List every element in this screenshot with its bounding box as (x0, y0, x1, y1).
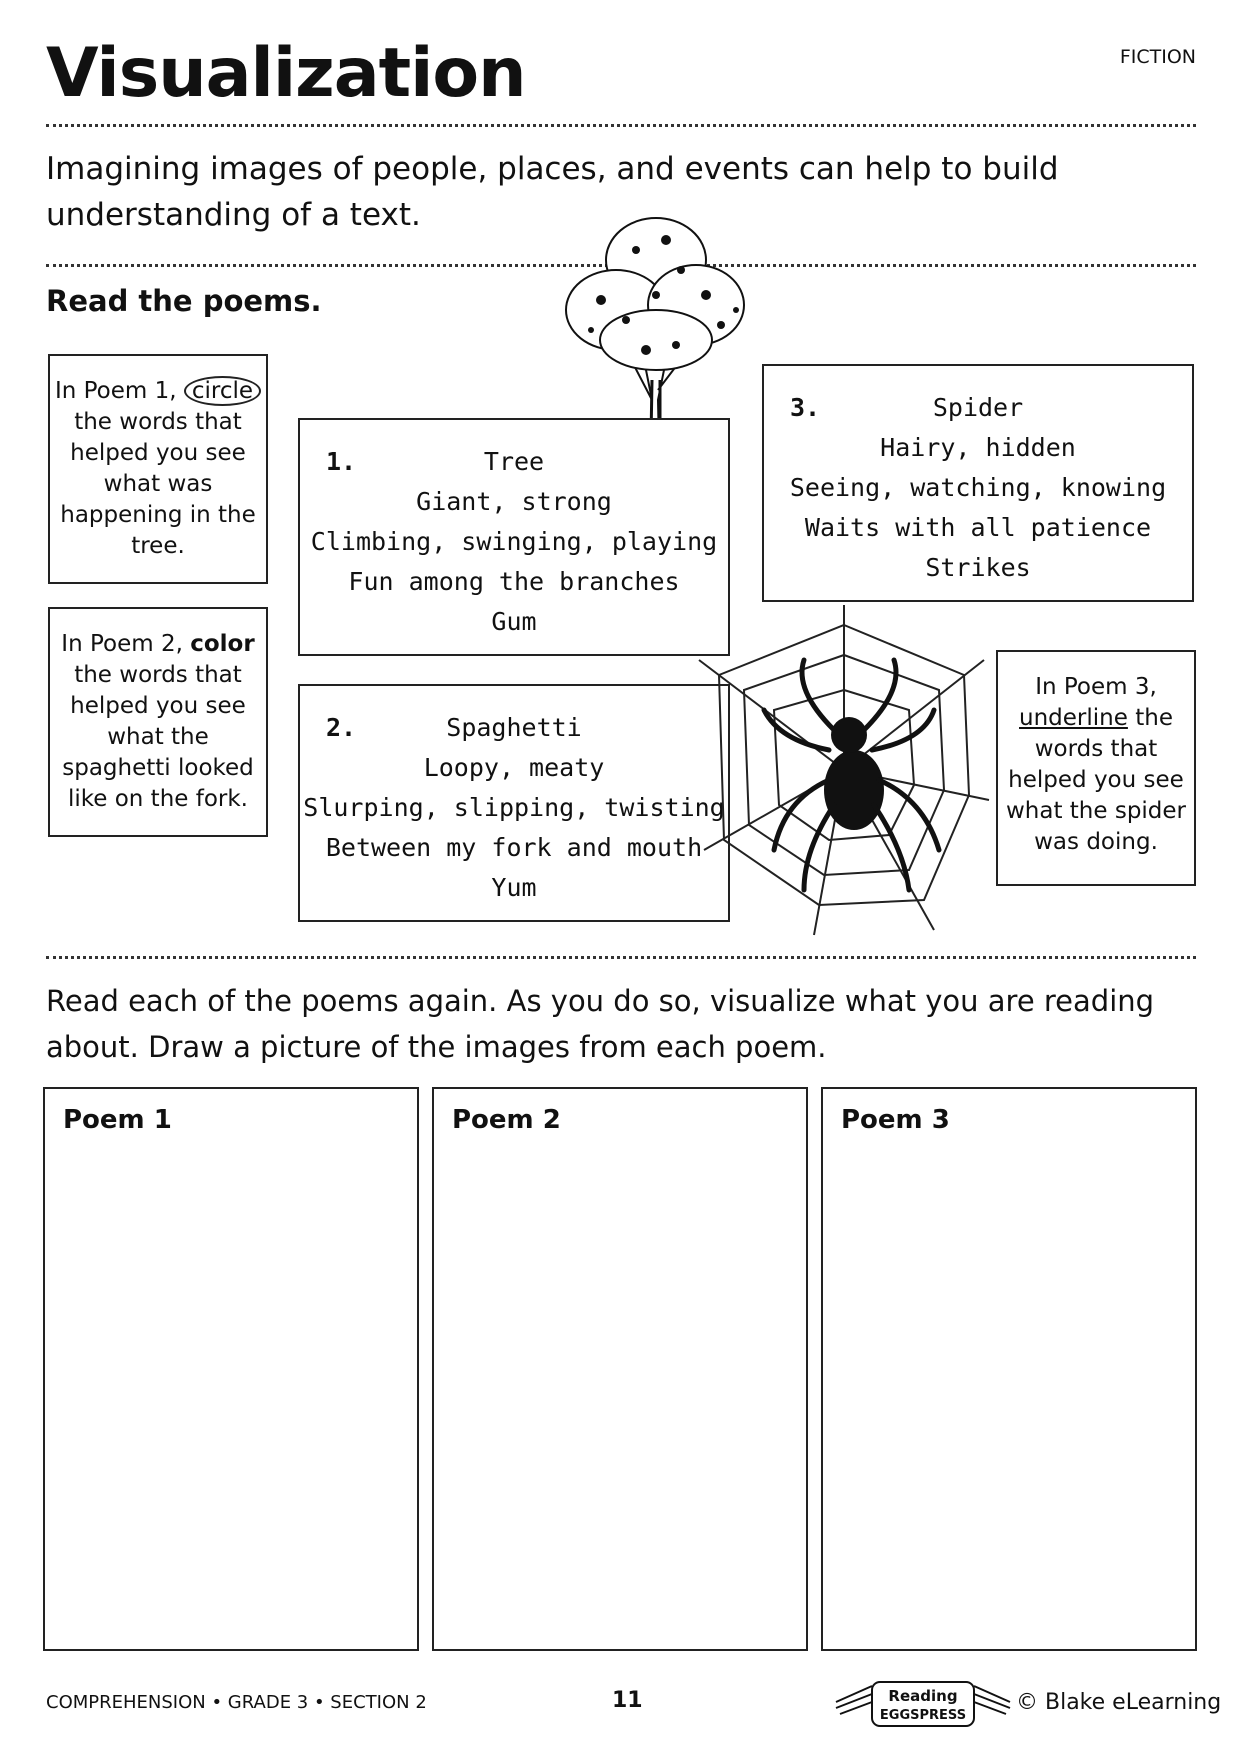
drawing-box-label: Poem 3 (841, 1105, 950, 1135)
divider (46, 124, 1196, 127)
intro-text: Imagining images of people, places, and events can help to build understanding of a text. (46, 151, 1059, 233)
poem-number: 1. (326, 447, 357, 476)
divider (46, 956, 1196, 959)
category-label: FICTION (1119, 46, 1196, 68)
svg-text:Reading: Reading (888, 1687, 958, 1705)
poem-line: Giant, strong (416, 487, 612, 516)
poem-number: 3. (790, 393, 821, 422)
svg-text:EGGSPRESS: EGGSPRESS (879, 1708, 967, 1723)
poem-line: Fun among the branches (348, 567, 680, 596)
poem-line: Gum (491, 607, 537, 636)
task-instructions: Read each of the poems again. As you do so, visualize what you are reading about. Draw a picture of the images from each poem. (46, 984, 1155, 1064)
instruction-box-poem-1: In Poem 1, circle the words that helped you see what was happening in the tree. (48, 354, 268, 584)
drawing-box-label: Poem 1 (63, 1105, 172, 1135)
drawing-box-poem-1[interactable] (43, 1087, 419, 1651)
section-heading: Read the poems. (46, 284, 322, 318)
drawing-box-poem-3[interactable] (821, 1087, 1197, 1651)
drawing-box-label: Poem 2 (452, 1105, 561, 1135)
poem-title: Spider (932, 393, 1024, 422)
poem-line: Loopy, meaty (423, 753, 605, 782)
spider-web-icon (694, 600, 994, 940)
copyright: © Blake eLearning (1016, 1690, 1222, 1715)
poem-line: Slurping, slipping, twisting (303, 793, 725, 822)
reading-eggspress-logo (832, 1672, 1014, 1736)
page-number: 11 (612, 1688, 643, 1713)
poem-title: Spaghetti (446, 713, 582, 742)
poem-3-box (762, 364, 1194, 602)
poem-2-box (298, 684, 730, 922)
poem-line: Strikes (925, 553, 1031, 582)
poem-line: Yum (491, 873, 537, 902)
poem-line: Hairy, hidden (880, 433, 1076, 462)
poem-line: Between my fork and mouth (325, 833, 703, 862)
poem-line: Seeing, watching, knowing (789, 473, 1167, 502)
instruction-box-poem-2: In Poem 2, color the words that helped you see what the spaghetti looked like on the fork. (48, 607, 268, 837)
keyword-circle: circle (184, 376, 261, 406)
poem-line: Waits with all patience (804, 513, 1152, 542)
keyword-color: color (190, 631, 255, 657)
poem-number: 2. (326, 713, 357, 742)
instruction-box-poem-3: In Poem 3, underline the words that helped you see what the spider was doing. (996, 650, 1196, 886)
footer-course-label: COMPREHENSION • GRADE 3 • SECTION 2 (46, 1692, 427, 1713)
poem-line: Climbing, swinging, playing (310, 527, 718, 556)
poem-title: Tree (483, 447, 545, 476)
drawing-box-poem-2[interactable] (432, 1087, 808, 1651)
keyword-underline: underline (1019, 705, 1128, 731)
page-title: Visualization (46, 34, 526, 113)
poem-1-box (298, 418, 730, 656)
